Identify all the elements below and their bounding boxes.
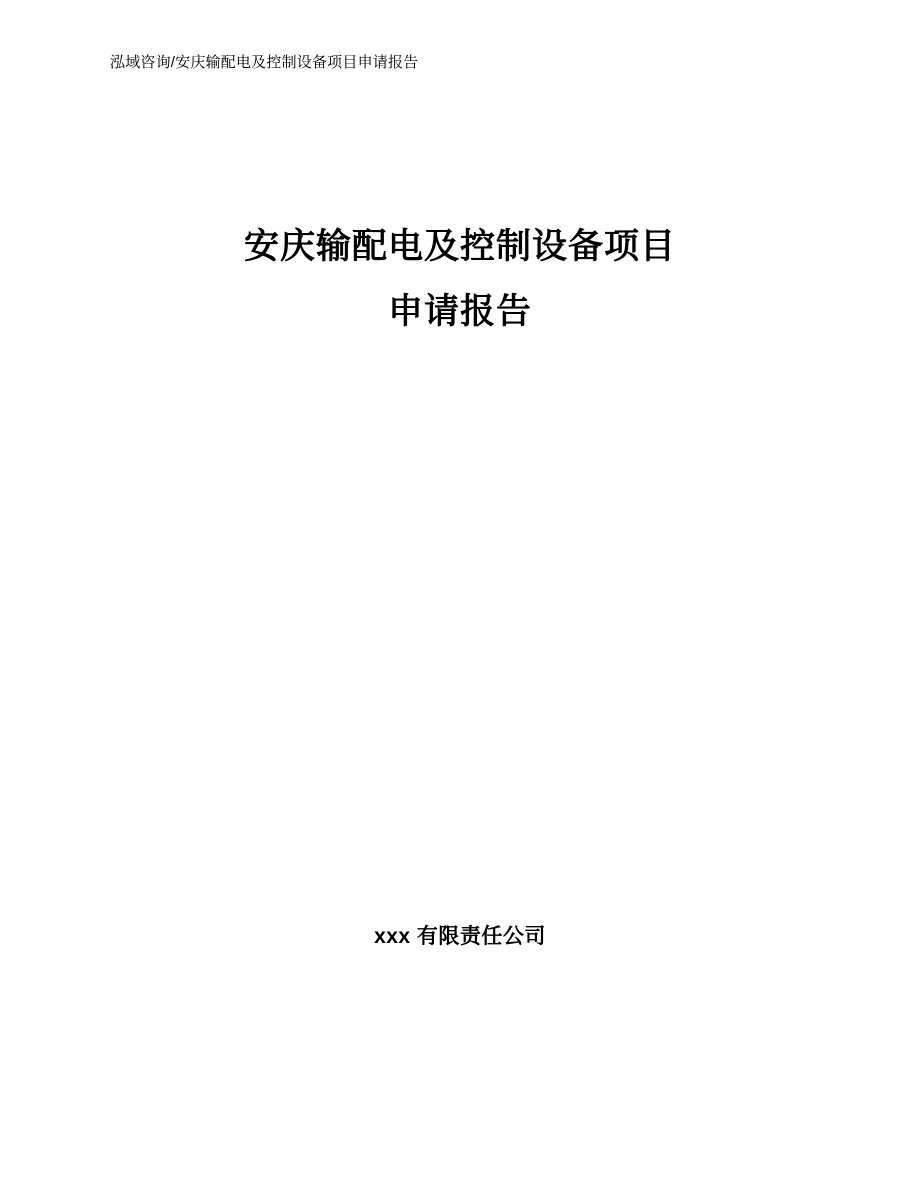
title-block (110, 215, 810, 345)
page-title-line-2: 申请报告 (387, 291, 532, 331)
company-name: xxx 有限责任公司 (374, 925, 546, 948)
page-header: 泓域咨询/安庆输配电及控制设备项目申请报告 (110, 54, 419, 71)
page-title-line-1: 安庆输配电及控制设备项目 (243, 227, 676, 266)
